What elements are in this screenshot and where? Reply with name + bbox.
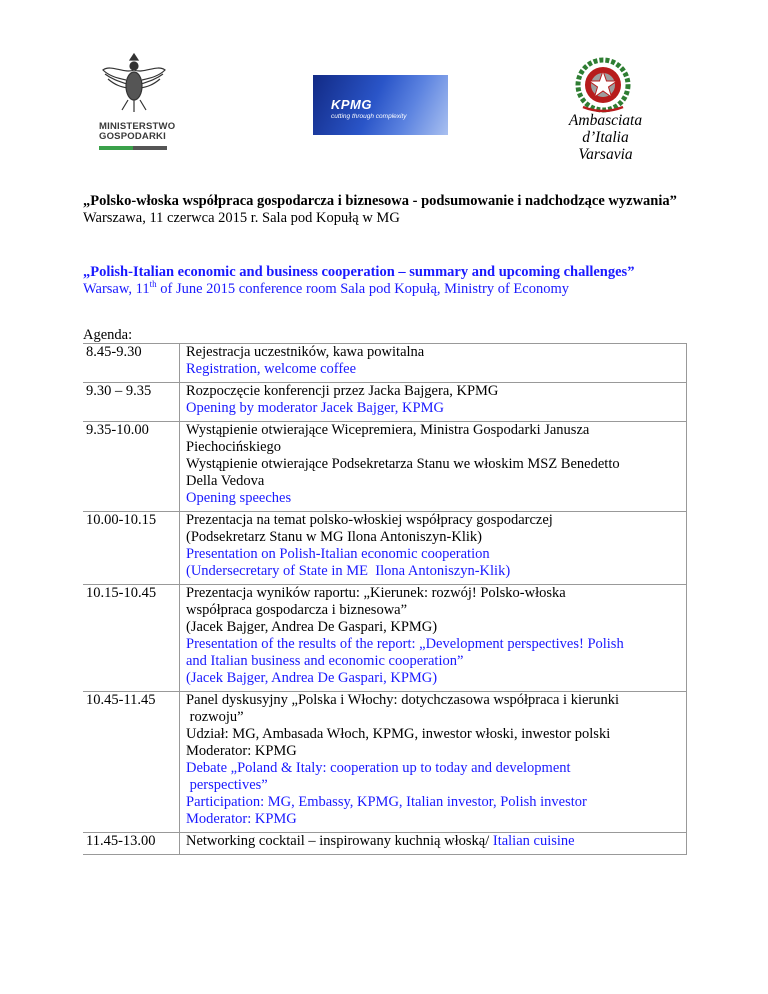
embassy-name (548, 112, 663, 163)
agenda-line-pl: Panel dyskusyjny „Polska i Włochy: dotychczasowa współpraca i kierunki (186, 692, 620, 708)
ministry-line-1: MINISTERSTWO (99, 121, 176, 132)
agenda-line-pl: Prezentacja wyników raportu: „Kierunek: rozwój! Polsko-włoska (186, 585, 566, 601)
agenda-line-pl: Moderator: KPMG (186, 743, 297, 759)
title-polish-heading: „Polsko-włoska współpraca gospodarcza i biznesowa - podsumowanie i nadchodzące wyzwania” (83, 193, 677, 209)
agenda-time: 8.45-9.30 (83, 344, 180, 383)
agenda-line-en: (Undersecretary of State in ME Ilona Antoniszyn-Klik) (186, 563, 511, 579)
logo-header (0, 0, 768, 180)
agenda-description (180, 585, 687, 692)
agenda-line-pl: Wystąpienie otwierające Podsekretarza Stanu we włoskim MSZ Benedetto (186, 456, 620, 472)
agenda-line-en: (Jacek Bajger, Andrea De Gaspari, KPMG) (186, 670, 438, 686)
title-english-heading: „Polish-Italian economic and business cooperation – summary and upcoming challenges” (83, 264, 635, 280)
agenda-description (180, 422, 687, 512)
agenda-line-en: Presentation of the results of the report: „Development perspectives! Polish (186, 636, 624, 652)
agenda-line-en: Participation: MG, Embassy, KPMG, Italian investor, Polish investor (186, 794, 587, 810)
agenda-line-en: and Italian business and economic cooperation” (186, 653, 464, 669)
agenda-description (180, 383, 687, 422)
kpmg-name: KPMG (331, 97, 372, 112)
agenda-description (180, 692, 687, 833)
agenda-line-pl: Rejestracja uczestników, kawa powitalna (186, 344, 425, 360)
agenda-line-en: Italian cuisine (492, 833, 575, 849)
agenda-line-pl: Wystąpienie otwierające Wicepremiera, Ministra Gospodarki Janusza (186, 422, 590, 438)
agenda-line-en: Registration, welcome coffee (186, 361, 357, 377)
ministry-name (99, 121, 176, 142)
agenda-line-pl: współpraca gospodarcza i biznesowa” (186, 602, 408, 618)
agenda-row (83, 344, 687, 383)
agenda-row (83, 585, 687, 692)
kpmg-tagline: cutting through complexity (331, 113, 407, 120)
subline-rest: of June 2015 conference room Sala pod Kopułą, Ministry of Economy (156, 281, 569, 297)
title-english-subline (83, 281, 678, 298)
kpmg-logo (313, 75, 448, 135)
agenda-line-pl: rozwoju” (186, 709, 244, 725)
agenda-time: 10.15-10.45 (83, 585, 180, 692)
eagle-emblem-icon (99, 50, 169, 114)
agenda-row (83, 422, 687, 512)
agenda-line-pl: (Podsekretarz Stanu w MG Ilona Antoniszyn-Klik) (186, 529, 482, 545)
agenda-row (83, 833, 687, 855)
title-english (83, 264, 678, 298)
subline-date: Warsaw, 11 (83, 281, 150, 297)
agenda-line-pl: Rozpoczęcie konferencji przez Jacka Bajgera, KPMG (186, 383, 499, 399)
agenda-description (180, 512, 687, 585)
agenda-line-pl: Udział: MG, Ambasada Włoch, KPMG, inwestor włoski, inwestor polski (186, 726, 611, 742)
agenda-line-en: Opening by moderator Jacek Bajger, KPMG (186, 400, 444, 416)
agenda-row (83, 692, 687, 833)
embassy-line-1: Ambasciata d’Italia (568, 112, 643, 146)
ministry-logo (99, 50, 176, 150)
agenda-row (83, 512, 687, 585)
agenda-line-pl: Piechocińskiego (186, 439, 282, 455)
agenda-table (83, 343, 687, 855)
agenda-time: 9.30 – 9.35 (83, 383, 180, 422)
title-polish (83, 193, 678, 227)
agenda-row (83, 383, 687, 422)
agenda-line-en: Presentation on Polish-Italian economic cooperation (186, 546, 490, 562)
agenda-line-en: Opening speeches (186, 490, 292, 506)
agenda-line-pl: Networking cocktail – inspirowany kuchnią włoską/ (186, 833, 493, 849)
agenda-line-en: Debate „Poland & Italy: cooperation up to today and development (186, 760, 571, 776)
embassy-line-2: Varsavia (578, 146, 633, 163)
agenda-line-en: perspectives” (186, 777, 268, 793)
ministry-color-bar (99, 146, 167, 150)
agenda-line-pl: (Jacek Bajger, Andrea De Gaspari, KPMG) (186, 619, 438, 635)
agenda-line-pl: Della Vedova (186, 473, 265, 489)
agenda-time: 10.45-11.45 (83, 692, 180, 833)
ministry-line-2: GOSPODARKI (99, 131, 166, 142)
agenda-description (180, 833, 687, 855)
agenda-description (180, 344, 687, 383)
agenda-label: Agenda: (83, 327, 133, 343)
agenda-line-en: Moderator: KPMG (186, 811, 297, 827)
italian-emblem-icon (575, 57, 631, 113)
subline-sup: th (149, 279, 157, 290)
agenda-time: 10.00-10.15 (83, 512, 180, 585)
agenda-time: 11.45-13.00 (83, 833, 180, 855)
agenda-time: 9.35-10.00 (83, 422, 180, 512)
agenda-line-pl: Prezentacja na temat polsko-włoskiej współpracy gospodarczej (186, 512, 553, 528)
title-polish-subline: Warszawa, 11 czerwca 2015 r. Sala pod Kopułą w MG (83, 210, 400, 226)
